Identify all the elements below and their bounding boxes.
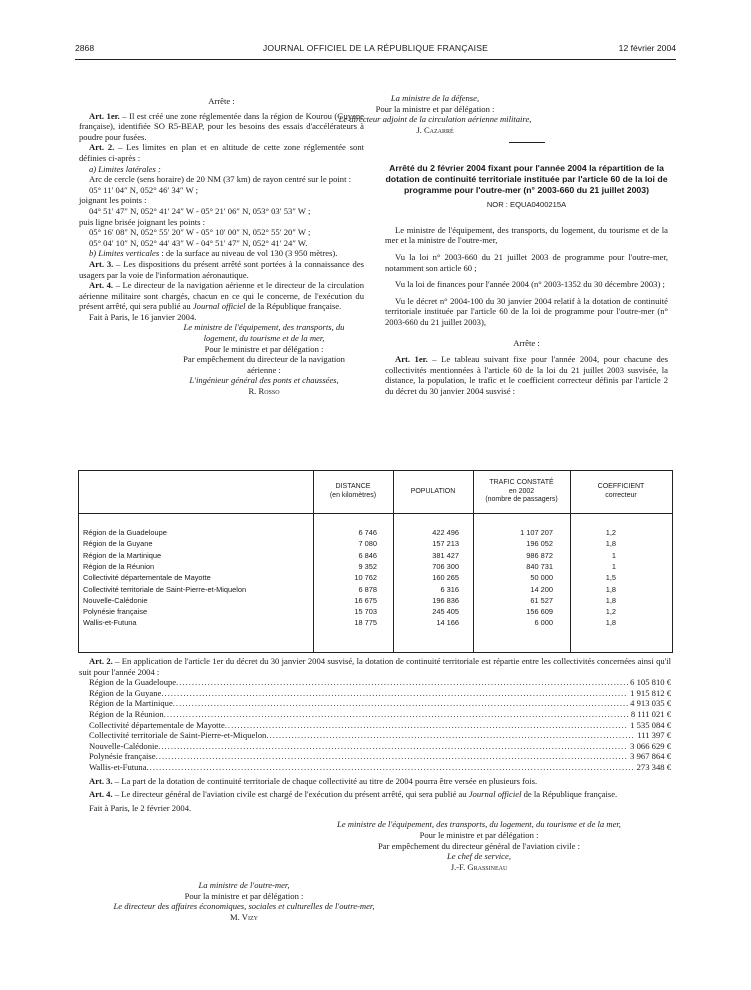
article-2-section <box>79 656 671 923</box>
header-population: POPULATION <box>410 487 456 495</box>
amount-value: 273 348 € <box>636 761 671 772</box>
coefficient-value: 1,2 <box>605 607 616 617</box>
broken-line-text: puis ligne brisée joignant les points : <box>79 216 206 227</box>
traffic-value: 986 872 <box>526 550 553 560</box>
header-distance: DISTANCE (en kilomètres) <box>329 483 377 499</box>
amount-value: 111 397 € <box>637 730 671 741</box>
collectivity-name: Polynésie française <box>89 751 156 762</box>
traffic-value: 14 200 <box>530 584 553 594</box>
amount-value: 1 535 084 € <box>630 719 671 730</box>
distance-value: 7 080 <box>358 539 377 549</box>
amount-list <box>79 677 671 772</box>
amount-row <box>79 709 671 720</box>
delegation-line: Pour le ministre et par délégation : <box>204 343 324 354</box>
amount-value: 3 967 864 € <box>630 751 671 762</box>
population-value: 160 265 <box>432 573 459 583</box>
collectivity-name: Collectivité départementale de Mayotte <box>89 719 225 730</box>
header-divider <box>79 513 672 514</box>
traffic-value: 61 527 <box>530 595 553 605</box>
header-rule <box>75 59 676 60</box>
collectivity-name: Région de la Réunion <box>89 708 164 719</box>
article-2: Art. 2. – Les limites en plan et en altitude de cette zone réglementée sont définies ci-après : <box>79 142 365 163</box>
population-value: 422 496 <box>432 528 459 537</box>
delegation-line: Par empêchement du directeur de la navigation aérienne : <box>183 354 345 375</box>
population-value: 706 300 <box>432 561 459 571</box>
coefficient-value: 1 <box>611 550 616 560</box>
amount-value: 6 105 810 € <box>630 677 671 688</box>
signatory-name: J. Cazarré <box>416 124 454 135</box>
signatory-name: J.-F. Grassineau <box>450 861 508 872</box>
collectivity-name: Collectivité territoriale de Saint-Pierre-et-Miquelon ..... <box>83 584 311 595</box>
amount-row <box>79 688 671 699</box>
allocation-table <box>78 470 673 653</box>
article-3: Art. 3. – La part de la dotation de continuité territoriale de chaque collectivité au titre de 2004 pourra être versée en plusieurs fois. <box>89 775 538 786</box>
distance-value: 15 703 <box>354 607 377 617</box>
signature-block <box>269 819 689 872</box>
population-value: 381 427 <box>432 550 459 560</box>
leader-dots <box>156 751 629 762</box>
collectivity-name: Région de la Guadeloupe ..... <box>83 527 311 538</box>
table-row <box>79 538 672 549</box>
table-row <box>79 617 672 628</box>
traffic-value: 1 107 207 <box>520 528 553 537</box>
population-value: 196 836 <box>432 595 459 605</box>
distance-value: 6 746 <box>358 528 377 537</box>
delegation-line: Pour le ministre et par délégation : <box>419 829 539 840</box>
collectivity-name: Région de la Guyane ..... <box>83 538 311 549</box>
coefficient-value: 1,8 <box>605 539 616 549</box>
separator-rule <box>509 142 545 143</box>
leader-dots <box>173 698 628 709</box>
header-coefficient: COEFFICIENT correcteur <box>597 483 645 499</box>
place-date: Fait à Paris, le 16 janvier 2004. <box>89 311 197 322</box>
collectivity-name: Région de la Martinique <box>89 698 173 709</box>
coordinate: 04° 51′ 47″ N, 052° 41′ 24″ W - 05° 21′ 06″ N, 053° 03′ 53″ W ; <box>89 205 311 216</box>
amount-row <box>79 698 671 709</box>
visa: Vu la loi de finances pour l'année 2004 (n° 2003-1352 du 30 décembre 2003) ; <box>395 279 665 290</box>
collectivity-name: Région de la Guyane <box>89 687 162 698</box>
delegation-line: Pour la ministre et par délégation : <box>184 890 304 901</box>
signatory-title: Le chef de service, <box>447 851 511 862</box>
amount-row <box>79 751 671 762</box>
distance-value: 18 775 <box>354 618 377 628</box>
table-row <box>79 550 672 561</box>
signatory-title: Le ministre de l'équipement, des transports, du logement, du tourisme et de la mer, <box>183 322 345 344</box>
distance-value: 9 352 <box>358 561 377 571</box>
leader-dots <box>164 709 629 720</box>
collectivity-name: Région de la Martinique ..... <box>83 550 311 561</box>
signatory-title: La ministre de la défense, <box>390 93 480 103</box>
signatory-title: L'ingénieur général des ponts et chaussées, <box>189 375 339 386</box>
coordinate: 05° 16′ 08″ N, 052° 55′ 20″ W - 05° 10′ 00″ N, 052° 55′ 20″ W ; <box>89 227 311 238</box>
traffic-value: 196 052 <box>526 539 553 549</box>
nor-reference: NOR : EQUA0400215A <box>486 200 567 210</box>
article-4: Art. 4. – Le directeur général de l'aviation civile est chargé de l'exécution du présent arrêté, qui sera publié au Journal officiel de la République française. <box>89 789 618 800</box>
collectivity-name: Nouvelle-Calédonie <box>89 740 159 751</box>
table-row <box>79 527 672 538</box>
table-row <box>79 584 672 595</box>
distance-value: 6 878 <box>358 584 377 594</box>
population-value: 245 405 <box>432 607 459 617</box>
collectivity-name: Collectivité territoriale de Saint-Pierre-et-Miquelon <box>89 730 267 741</box>
arc-text: Arc de cercle (sens horaire) de 20 NM (37 km) de rayon centré sur le point : <box>89 174 352 185</box>
amount-value: 4 913 035 € <box>630 698 671 709</box>
leader-dots <box>161 688 628 699</box>
coefficient-value: 1,8 <box>605 584 616 594</box>
amount-row <box>79 741 671 752</box>
leader-dots <box>147 762 635 773</box>
traffic-value: 6 000 <box>534 618 553 628</box>
signature-block <box>335 93 535 135</box>
traffic-value: 156 609 <box>526 607 553 617</box>
joining-points-text: joignant les points : <box>79 195 147 206</box>
leader-dots <box>176 677 628 688</box>
coefficient-value: 1,2 <box>605 528 616 537</box>
visa: Vu le décret n° 2004-100 du 30 janvier 2004 relatif à la dotation de continuité territoriale instituée par l'article 60 de la loi de programme pour l'outre-mer (n° 2003-660 du 21 juillet 2003), <box>385 295 668 327</box>
table-row <box>79 595 672 606</box>
amount-row <box>79 720 671 731</box>
collectivity-name: Région de la Guadeloupe <box>89 677 177 688</box>
arrete-heading: Arrête : <box>208 96 235 106</box>
page-number: 2868 <box>75 43 95 53</box>
coefficient-value: 1,8 <box>605 618 616 628</box>
signatory-title: Le directeur adjoint de la circulation aérienne militaire, <box>338 114 532 125</box>
arrete-heading: Arrête : <box>513 337 540 348</box>
preamble: Le ministre de l'équipement, des transports, du logement, du tourisme et de la mer et la ministre de l'outre-mer, <box>385 224 668 246</box>
distance-value: 16 675 <box>354 595 377 605</box>
delegation-line: Pour la ministre et par délégation : <box>375 103 495 114</box>
leader-dots <box>158 741 628 752</box>
vertical-limits: b) Limites verticales : de la surface au niveau de vol 130 (3 950 mètres). <box>89 248 338 259</box>
issue-date: 12 février 2004 <box>618 43 676 53</box>
table-row <box>79 572 672 583</box>
article-1: Art. 1er. – Il est créé une zone réglementée dans la région de Kourou (Guyane française), identifiée SO R5-BEAP, pour les besoins des essais d'accélérateurs à poudre pour fusées. <box>79 110 365 142</box>
article-3: Art. 3. – Les dispositions du présent arrêté sont portées à la connaissance des usagers par la voie de l'information aéronautique. <box>79 258 365 280</box>
traffic-value: 840 731 <box>526 561 553 571</box>
population-value: 14 166 <box>436 618 459 628</box>
coordinate: 05° 11′ 04″ N, 052° 46′ 34″ W ; <box>89 184 199 195</box>
signatory-name: R. Rosso <box>248 386 280 397</box>
leader-dots <box>266 730 635 741</box>
coordinate: 05° 04′ 10″ N, 052° 44′ 43″ W - 04° 51′ 47″ N, 052° 41′ 24″ W. <box>89 237 308 248</box>
traffic-value: 50 000 <box>530 573 553 583</box>
population-value: 157 213 <box>432 539 459 549</box>
amount-row <box>79 762 671 773</box>
delegation-line: Par empêchement du directeur général de l'aviation civile : <box>378 840 580 851</box>
table-row <box>79 561 672 572</box>
lateral-limits-label: a) Limites latérales : <box>89 163 161 174</box>
place-date: Fait à Paris, le 2 février 2004. <box>89 802 192 813</box>
signature-block <box>79 880 409 922</box>
leader-dots <box>225 720 628 731</box>
signatory-title: Le directeur des affaires économiques, sociales et culturelles de l'outre-mer, <box>113 901 375 912</box>
collectivity-name: Collectivité départementale de Mayotte ..... <box>83 572 311 583</box>
coefficient-value: 1,8 <box>605 595 616 605</box>
visa: Vu la loi n° 2003-660 du 21 juillet 2003 de programme pour l'outre-mer, notamment son article 60 ; <box>385 251 668 273</box>
collectivity-name: Région de la Réunion ..... <box>83 561 311 572</box>
amount-row <box>79 730 671 741</box>
collectivity-name: Wallis-et-Futuna <box>89 761 147 772</box>
coefficient-value: 1 <box>611 561 616 571</box>
amount-row <box>79 677 671 688</box>
journal-title: JOURNAL OFFICIEL DE LA RÉPUBLIQUE FRANÇAISE <box>262 43 489 53</box>
amount-value: 1 915 812 € <box>630 687 671 698</box>
decree-title: Arrêté du 2 février 2004 fixant pour l'année 2004 la répartition de la dotation de continuité territoriale instituée par l'article 60 de la loi de programme pour l'outre-mer (n° 2003-660 du 21 juillet 2003) <box>385 163 668 195</box>
page-header <box>75 43 676 57</box>
distance-value: 10 762 <box>354 573 377 583</box>
article-2: Art. 2. – En application de l'article 1er du décret du 30 janvier 2004 susvisé, la dotation de continuité territoriale est répartie entre les collectivités concernées ainsi qu'il suit pour l'année 2004 : <box>79 656 672 677</box>
collectivity-name: Polynésie française ..... <box>83 606 311 617</box>
coefficient-value: 1,5 <box>605 573 616 583</box>
right-column <box>338 93 668 396</box>
amount-value: 8 111 021 € <box>630 708 671 719</box>
population-value: 6 316 <box>440 584 459 594</box>
header-traffic: TRAFIC CONSTATÉ en 2002 (nombre de passagers) <box>485 479 558 504</box>
signatory-name: M. Vizy <box>230 912 258 923</box>
distance-value: 6 846 <box>358 550 377 560</box>
collectivity-name: Wallis-et-Futuna ..... <box>83 617 311 628</box>
signatory-title: La ministre de l'outre-mer, <box>198 880 290 891</box>
article-1: Art. 1er. – Le tableau suivant fixe pour l'année 2004, pour chacune des collectivités mentionnées à l'article 60 de la loi du 21 juillet 2003 susvisée, la distance, la population, le trafic et le coefficient correcteur définis par l'article 2 du décret du 30 janvier 2004 susvisé : <box>385 354 668 396</box>
table-row <box>79 606 672 617</box>
left-column <box>79 96 364 397</box>
signature-block <box>79 322 354 396</box>
collectivity-name: Nouvelle-Calédonie ..... <box>83 595 311 606</box>
article-4: Art. 4. – Le directeur de la navigation aérienne et le directeur de la circulation aérienne militaire sont chargés, chacun en ce qui le concerne, de l'exécution du présent arrêté, qui sera publié au Journal officiel de la République française. <box>79 280 365 312</box>
signatory-title: Le ministre de l'équipement, des transports, du logement, du tourisme et de la mer, <box>337 819 621 830</box>
amount-value: 3 066 629 € <box>630 740 671 751</box>
